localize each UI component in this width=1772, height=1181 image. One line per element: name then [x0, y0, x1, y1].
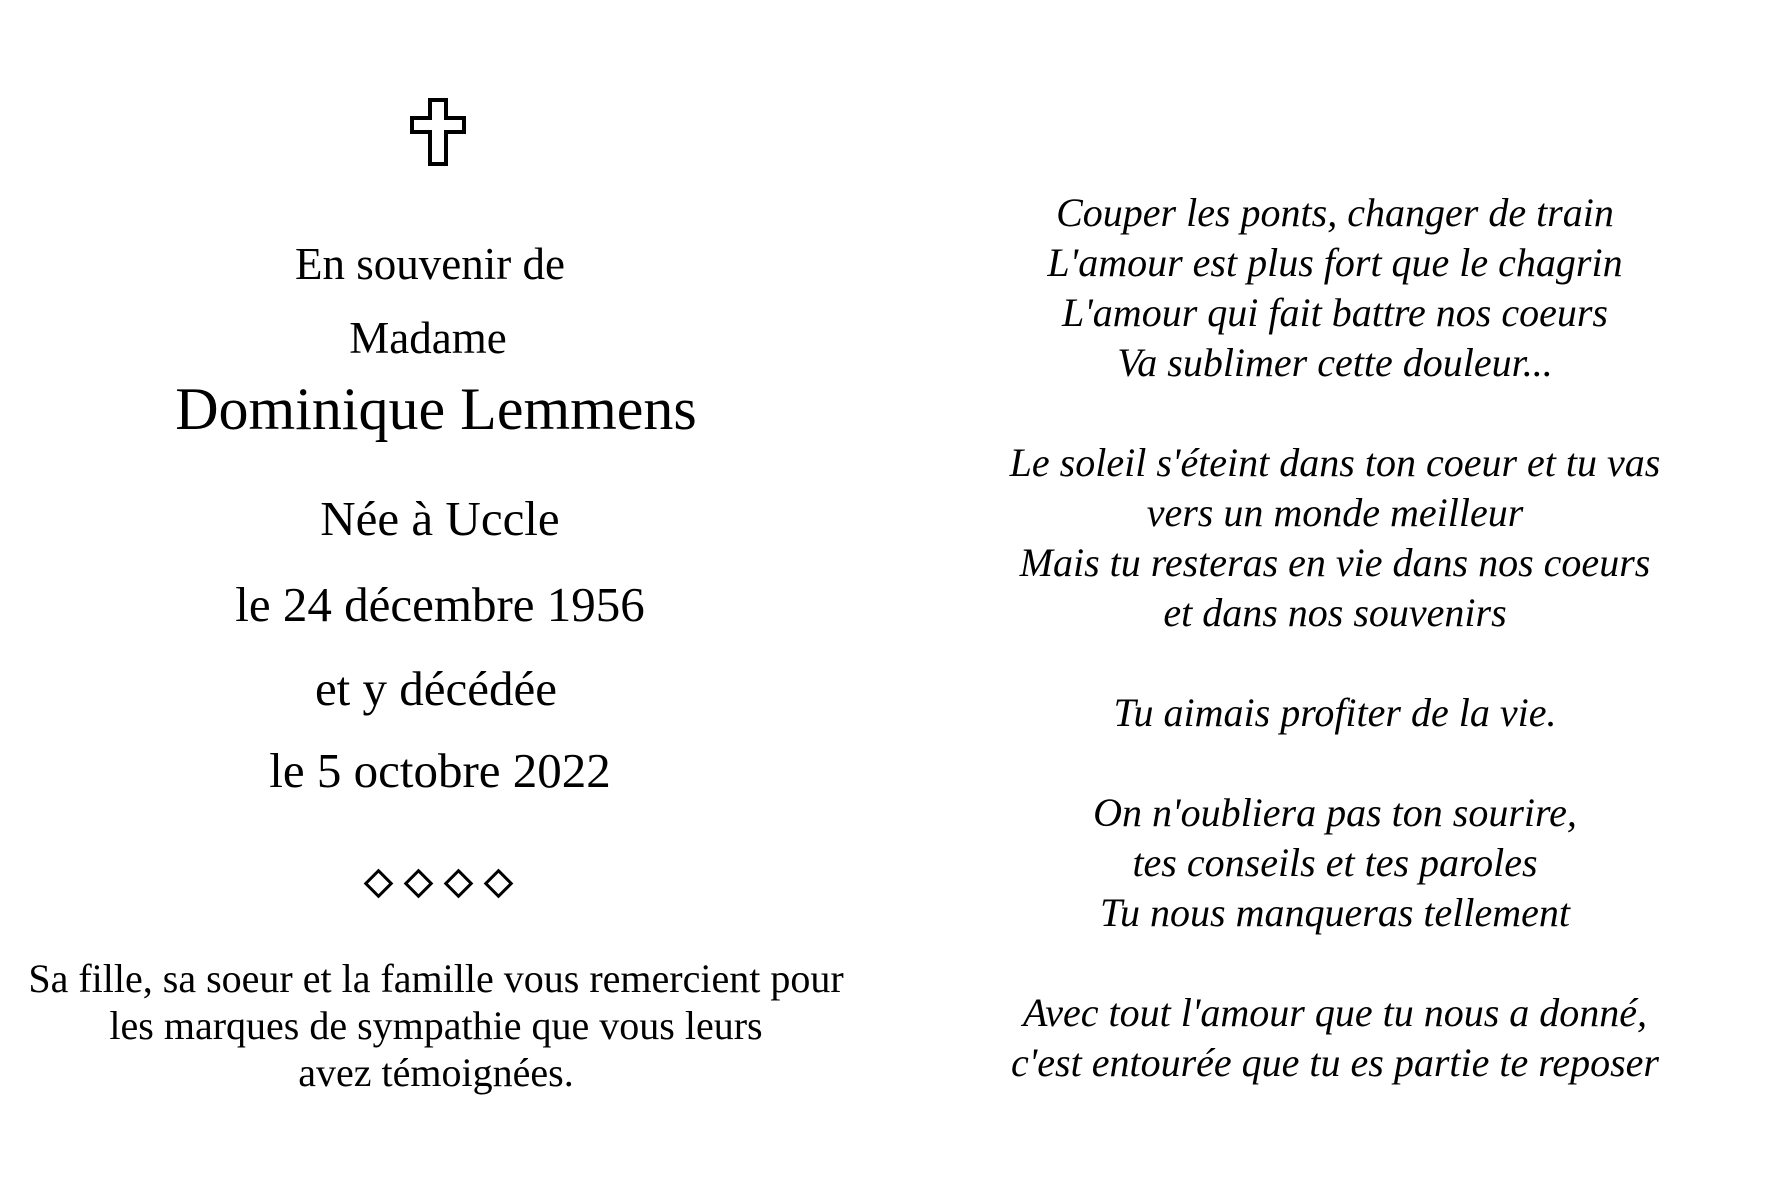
poem-stanza — [975, 988, 1695, 1088]
death-place: et y décédée — [314, 661, 558, 716]
left-panel — [0, 0, 872, 1181]
poem-verse: Va sublimer cette douleur... — [1117, 340, 1553, 385]
poem-verse: c'est entourée que tu es partie te reposer — [1010, 1040, 1659, 1085]
intro-text: En souvenir de — [295, 239, 565, 289]
poem-stanza — [975, 438, 1695, 638]
title-text: Madame — [349, 313, 507, 363]
thanks-message — [0, 955, 872, 1096]
thanks-line: Sa fille, sa soeur et la famille vous remercient pour — [28, 956, 844, 1001]
separator-ornament — [364, 868, 514, 898]
poem-verse: Tu nous manqueras tellement — [1100, 890, 1570, 935]
thanks-line: avez témoignées. — [298, 1050, 574, 1095]
diamond-icon — [444, 869, 474, 899]
cross-icon — [408, 98, 468, 168]
deceased-name: Dominique Lemmens — [175, 376, 697, 442]
poem-stanza — [975, 788, 1695, 938]
poem-verse: Avec tout l'amour que tu nous a donné, — [1022, 990, 1648, 1035]
poem-stanza — [975, 188, 1695, 388]
poem — [975, 188, 1695, 1138]
diamond-icon — [404, 869, 434, 899]
poem-verse: Le soleil s'éteint dans ton coeur et tu vas — [1009, 440, 1661, 485]
poem-verse: Mais tu resteras en vie dans nos coeurs — [1019, 540, 1651, 585]
poem-verse: Couper les ponts, changer de train — [1056, 190, 1614, 235]
birth-date: le 24 décembre 1956 — [235, 577, 645, 632]
poem-verse: L'amour qui fait battre nos coeurs — [1062, 290, 1608, 335]
poem-stanza — [975, 688, 1695, 738]
death-date: le 5 octobre 2022 — [269, 743, 611, 798]
poem-verse: L'amour est plus fort que le chagrin — [1047, 240, 1623, 285]
poem-verse: et dans nos souvenirs — [1163, 590, 1507, 635]
poem-verse: Tu aimais profiter de la vie. — [1113, 690, 1557, 735]
poem-verse: tes conseils et tes paroles — [1132, 840, 1538, 885]
thanks-line: les marques de sympathie que vous leurs — [109, 1003, 763, 1048]
poem-verse: vers un monde meilleur — [1146, 490, 1524, 535]
diamond-icon — [484, 869, 514, 899]
birth-place: Née à Uccle — [320, 491, 560, 546]
poem-verse: On n'oubliera pas ton sourire, — [1093, 790, 1577, 835]
diamond-icon — [364, 869, 394, 899]
